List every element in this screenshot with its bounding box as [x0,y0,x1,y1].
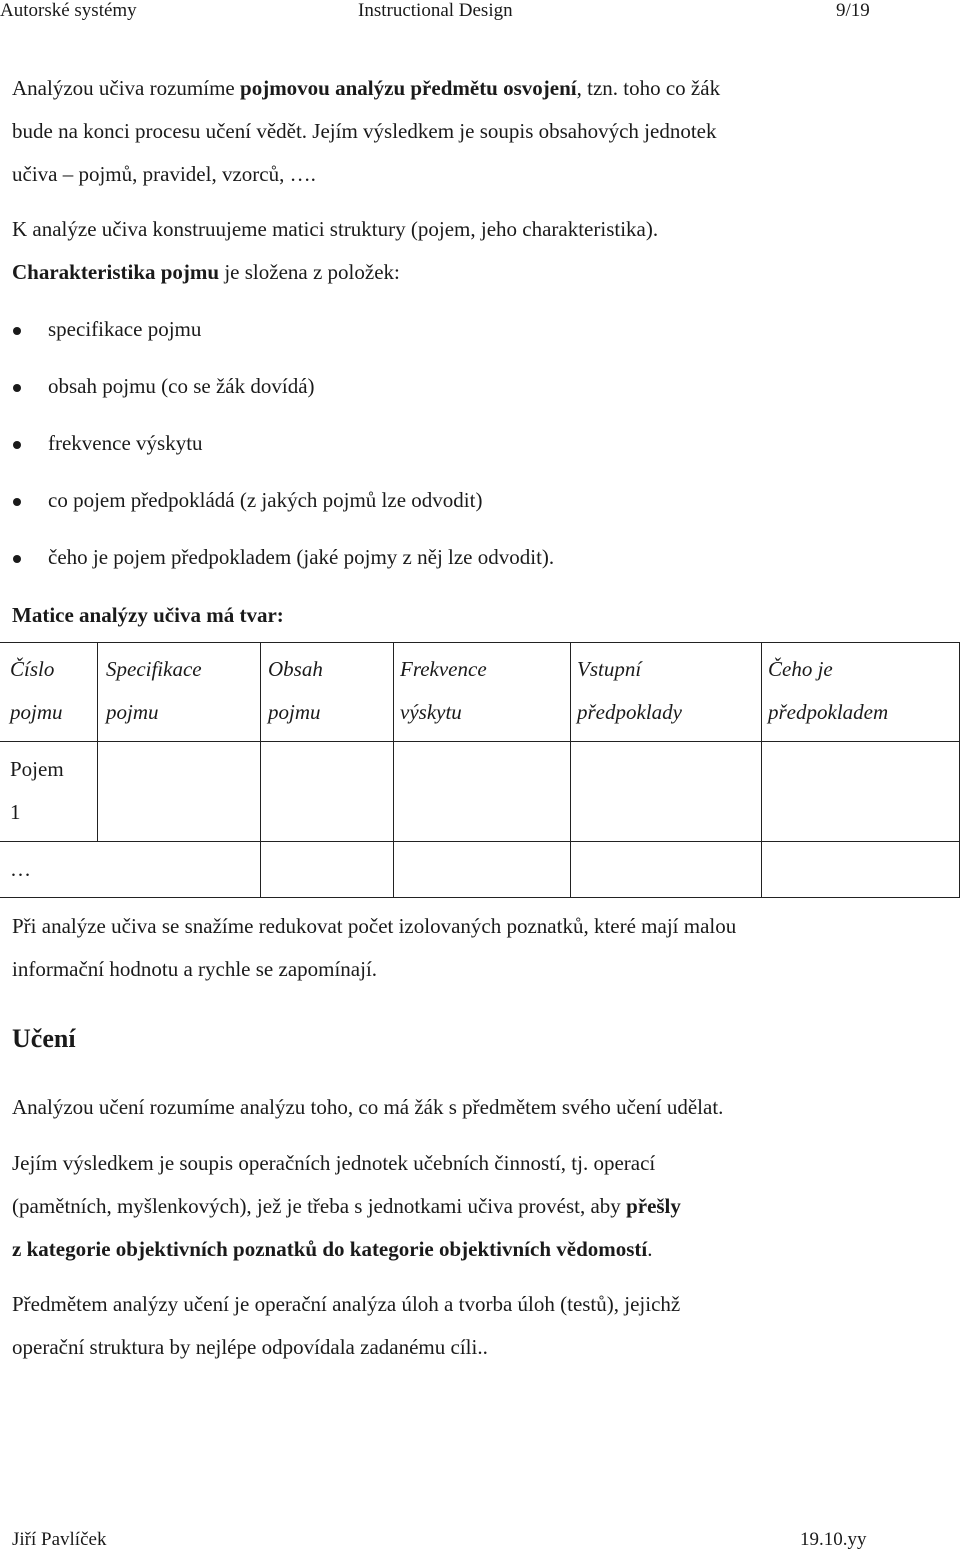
bullet-icon [13,498,21,506]
column-header-line: Obsah [268,657,323,681]
column-header-line: Čeho je [768,657,833,681]
matrix-title: Matice analýzy učiva má tvar: [12,603,284,627]
table-row [10,748,64,834]
bullet-text: co pojem předpokládá (z jakých pojmů lze odvodit) [48,488,483,512]
column-header-line: pojmu [268,700,321,724]
column-header [10,648,63,734]
table-border [0,841,960,842]
table-border [0,897,960,898]
paragraph-text: (pamětních, myšlenkových), jež je třeba s jednotkami učiva provést, aby [12,1194,627,1218]
paragraph-bold: přešly [626,1194,681,1218]
paragraph-line [12,1237,653,1262]
intro-text: , tzn. toho co žák [576,76,721,100]
column-header-line: Specifikace [106,657,202,681]
table-border [570,642,571,897]
column-header [400,648,487,734]
paragraph-text: . [647,1237,653,1261]
intro-bold-term: pojmovou analýzu předmětu osvojení [240,76,577,100]
table-cell-line: … [10,857,31,881]
paragraph-bold: z kategorie objektivních poznatků do kategorie objektivních vědomostí [12,1237,648,1261]
characteristic-rest: je složena z položek: [219,260,400,284]
header-left: Autorské systémy [0,0,137,21]
intro-paragraph: K analýze učiva konstruujeme matici struktury (pojem, jeho charakteristika). [12,217,659,241]
column-header-line: Vstupní [577,657,642,681]
header-page-number: 9/19 [836,0,870,21]
characteristic-intro [12,260,400,285]
column-header-line: pojmu [10,700,63,724]
bullet-text: obsah pojmu (co se žák dovídá) [48,374,315,398]
bullet-text: čeho je pojem předpokladem (jaké pojmy z něj lze odvodit). [48,545,555,569]
paragraph-line: Při analýze učiva se snažíme redukovat počet izolovaných poznatků, které mají malou [12,914,737,938]
column-header [768,648,888,734]
bullet-icon [13,384,21,392]
table-border [97,642,98,841]
table-border [761,642,762,897]
column-header-line: Číslo [10,657,55,681]
paragraph-line: Jejím výsledkem je soupis operačních jednotek učebních činností, tj. operací [12,1151,656,1175]
column-header-line: předpoklady [577,700,682,724]
intro-paragraph-line [12,76,720,101]
paragraph-line: Předmětem analýzy učení je operační analýza úloh a tvorba úloh (testů), jejichž [12,1292,681,1316]
footer-author: Jiří Pavlíček [12,1529,107,1550]
column-header [106,648,202,734]
column-header-line: výskytu [400,700,462,724]
footer-date: 19.10.yy [800,1529,867,1550]
paragraph-line: operační struktura by nejlépe odpovídala zadanému cíli.. [12,1335,488,1359]
bullet-icon [13,441,21,449]
header-center: Instructional Design [358,0,513,21]
paragraph: Analýzou učení rozumíme analýzu toho, co má žák s předmětem svého učení udělat. [12,1095,724,1119]
table-border [393,642,394,897]
column-header-line: předpokladem [768,700,889,724]
bullet-icon [13,327,21,335]
column-header-line: Frekvence [400,657,487,681]
paragraph-line: informační hodnotu a rychle se zapomínají. [12,957,378,981]
column-header [577,648,682,734]
table-cell-line: 1 [10,800,21,824]
table-row [10,848,31,891]
column-header-line: pojmu [106,700,159,724]
table-cell-line: Pojem [10,757,64,781]
column-header [268,648,323,734]
characteristic-bold: Charakteristika pojmu [12,260,220,284]
section-heading: Učení [12,1024,76,1053]
table-border [0,642,960,643]
bullet-icon [13,555,21,563]
paragraph-line [12,1194,681,1219]
intro-text: Analýzou učiva rozumíme [12,76,241,100]
intro-paragraph-line: učiva – pojmů, pravidel, vzorců, …. [12,162,316,186]
bullet-text: frekvence výskytu [48,431,203,455]
intro-paragraph-line: bude na konci procesu učení vědět. Jejím výsledkem je soupis obsahových jednotek [12,119,717,143]
table-border [260,642,261,897]
table-border [0,741,960,742]
bullet-text: specifikace pojmu [48,317,202,341]
